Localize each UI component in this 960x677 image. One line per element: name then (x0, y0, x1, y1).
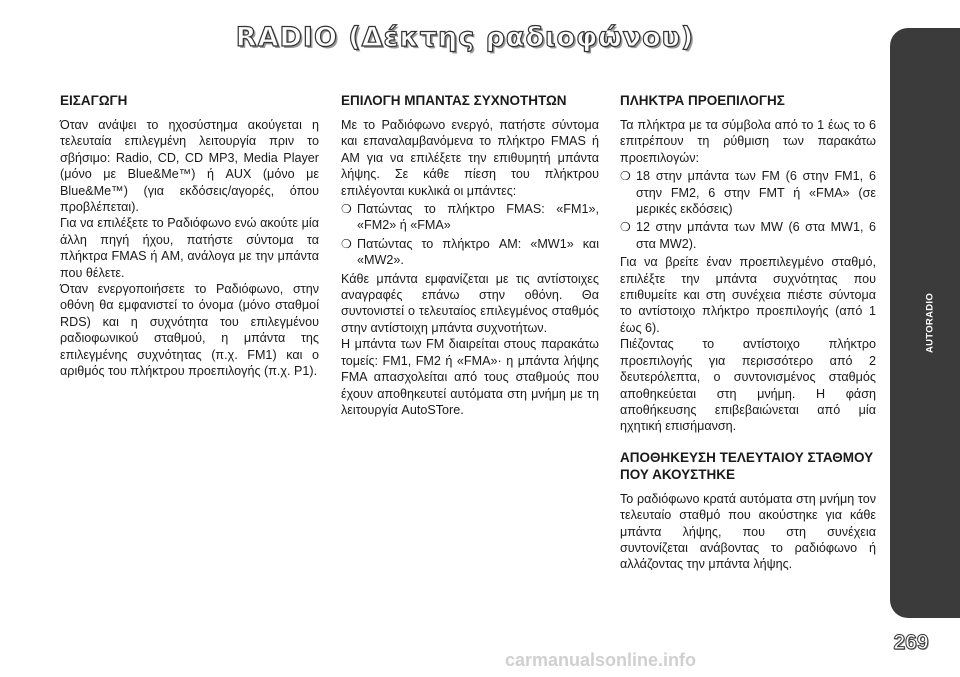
column-band-selection (341, 92, 599, 418)
paragraph: Για να επιλέξετε το Ραδιόφωνο ενώ ακούτε μία άλλη πηγή ήχου, πατήστε σύντομα τα πλήκτρα FMAS ή AM, ανάλογα με την μπάντα που θέλετε. (60, 216, 319, 280)
bullet-circle-icon: ❍ (620, 220, 631, 235)
column-introduction (60, 92, 319, 380)
paragraph: Με το Ραδιόφωνο ενεργό, πατήστε σύντομα και επαναλαμβανόμενα το πλήκτρο FMAS ή AM για να επιλέξετε την επιθυμητή μπάντα λήψης. Σε κάθε πίεση του πλήκτρου επιλέγονται κυκλικά οι μπάντες: (341, 118, 599, 198)
page-number: 269 (893, 631, 929, 654)
side-chapter-label: AUTORADIO (924, 292, 936, 354)
paragraph: Η μπάντα των FM διαιρείται στους παρακάτω τομείς: FM1, FM2 ή «FMA»· η μπάντα λήψης FMA απασχολείται από τους σταθμούς που έχουν αποθηκευτεί αυτόματα στη μνήμη με τη λειτουργία AutoSTore. (341, 337, 599, 417)
bullet-item (620, 168, 876, 217)
paragraph: Για να βρείτε έναν προεπιλεγμένο σταθμό, επιλέξτε την μπάντα συχνότητας που επιθυμείτε και στη συνέχεια πιέστε σύντομα το αντίστοιχο πλήκτρο προεπιλογής (από 1 έως 6). (620, 255, 876, 335)
section-heading-preset-buttons: ΠΛΗΚΤΡΑ ΠΡΟΕΠΙΛΟΓΗΣ (620, 93, 785, 108)
column-preset-buttons (620, 92, 876, 573)
paragraph: Όταν ενεργοποιήσετε το Ραδιόφωνο, στην οθόνη θα εμφανιστεί το όνομα (μόνο σταθμοί RDS) και η συχνότητα του επιλεγμένου ραδιοφωνικού σταθμού, η μπάντα της επιλεγμένης συχνότητας (π.χ. FM1) και ο αριθμός του πλήκτρου προεπιλογής (π.χ. P1). (60, 282, 319, 379)
section-heading-introduction: ΕΙΣΑΓΩΓΗ (60, 93, 128, 108)
bullet-text: 12 στην μπάντα των MW (6 στα MW1, 6 στα MW2). (636, 220, 876, 251)
paragraph: Πιέζοντας το αντίστοιχο πλήκτρο προεπιλογής για περισσότερο από 2 δευτερόλεπτα, ο συντονισμένος σταθμός αποθηκεύεται στη μνήμη. Η φάση αποθήκευσης επιβεβαιώνεται από μία ηχητική επισήμανση. (620, 337, 876, 434)
bullet-circle-icon: ❍ (341, 236, 352, 251)
paragraph: Τα πλήκτρα με τα σύμβολα από το 1 έως το 6 επιτρέπουν τη ρύθμιση των παρακάτω προεπιλογών: (620, 118, 876, 165)
bullet-text: Πατώντας το πλήκτρο FMAS: «FM1», «FM2» ή «FMA» (357, 202, 599, 233)
paragraph: Κάθε μπάντα εμφανίζεται με τις αντίστοιχες αναγραφές επάνω στην οθόνη. Θα συντονιστεί ο τελευταίος επιλεγμένος σταθμός στην αντίστοιχη μπάντα συχνοτήτων. (341, 271, 599, 335)
paragraph: Το ραδιόφωνο κρατά αυτόματα στη μνήμη τον τελευταίο σταθμό που ακούστηκε για κάθε μπάντα λήψης, που στη συνέχεια συντονίζεται ανάβοντας το ραδιόφωνο ή αλλάζοντας την μπάντα λήψης. (620, 491, 876, 572)
paragraph: Όταν ανάψει το ηχοσύστημα ακούγεται η τελευταία επιλεγμένη λειτουργία πριν το σβήσιμο: Radio, CD, CD MP3, Media Player (μόνο με Blue&Me™) ή AUX (μόνο με Blue&Me™) (για εκδόσεις/αγορές, όπου προβλέπεται). (60, 118, 319, 215)
bullet-circle-icon: ❍ (620, 169, 631, 184)
section-heading-band-selection: ΕΠΙΛΟΓΗ ΜΠΑΝΤΑΣ ΣΥΧΝΟΤΗΤΩΝ (341, 93, 567, 108)
bullet-item (620, 219, 876, 252)
watermark: carmanualsonline.info (505, 650, 697, 670)
bullet-text: Πατώντας το πλήκτρο AM: «MW1» και «MW2». (357, 236, 599, 268)
section-heading-last-station: ΑΠΟΘΗΚΕΥΣΗ ΤΕΛΕΥΤΑΙΟΥ ΣΤΑΘΜΟΥ ΠΟΥ ΑΚΟΥΣΤΗΚΕ (620, 449, 874, 482)
bullet-text: 18 στην μπάντα των FM (6 στην FM1, 6 στην FM2, 6 στην FMT ή «FMA» (σε μερικές εκδόσεις) (636, 169, 876, 217)
bullet-item (341, 236, 599, 269)
page-title: RADIO (Δέκτης ραδιοφώνου) (235, 22, 695, 53)
bullet-circle-icon: ❍ (341, 202, 352, 217)
bullet-item (341, 201, 599, 234)
